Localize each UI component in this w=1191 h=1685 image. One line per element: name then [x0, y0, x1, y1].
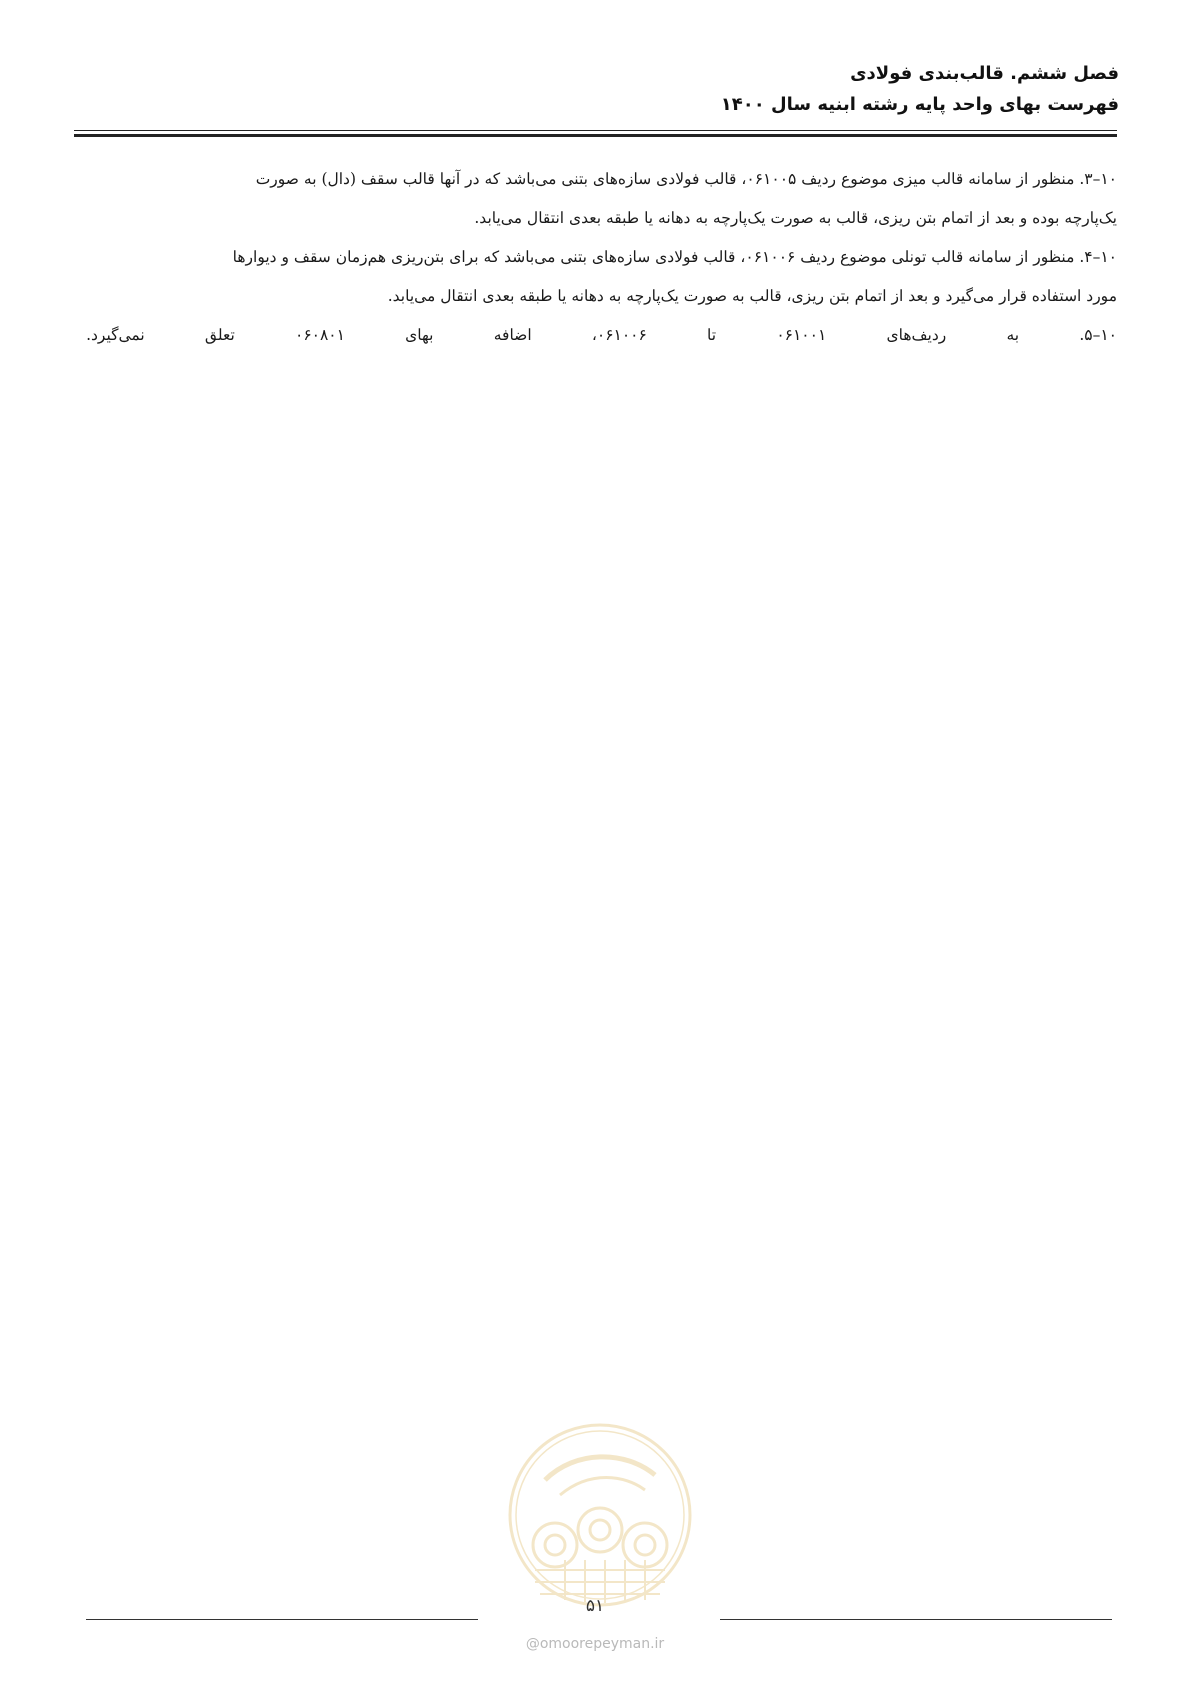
footer-rule-left [86, 1619, 478, 1620]
paragraph-line: ۱۰–۳. منظور از سامانه قالب میزی موضوع ردیف ۰۶۱۰۰۵، قالب فولادی سازه‌های بتنی می‌باشد که در آنها قالب سقف (دال) به صورت [255, 170, 1117, 188]
paragraph-line: یک‌پارچه بوده و بعد از اتمام بتن ریزی، قالب به صورت یک‌پارچه به دهانه یا طبقه بعدی انتقال می‌یابد. [474, 209, 1117, 227]
header-rule-thin [74, 130, 1117, 131]
website-link[interactable]: @omoorepeyman.ir [525, 1636, 665, 1652]
page-header [72, 58, 1119, 120]
page-number: ۵۱ [585, 1596, 605, 1616]
book-title: فهرست بهای واحد پایه رشته ابنیه سال ۱۴۰۰ [720, 94, 1119, 115]
paragraph-word: تا [707, 326, 717, 344]
paragraph-word: ردیف‌های [886, 326, 947, 344]
paragraph-10-4 [86, 238, 1117, 316]
paragraph-word: به [1006, 326, 1020, 344]
paragraph-word: ۱۰–۵. [1079, 326, 1117, 344]
paragraph-word: ۰۶۰۸۰۱ [295, 326, 345, 344]
paragraph-word: نمی‌گیرد. [86, 326, 145, 344]
paragraph-word: تعلق [204, 326, 235, 344]
paragraph-word: بهای [405, 326, 434, 344]
footer-rule-right [720, 1619, 1112, 1620]
paragraph-10-3 [86, 160, 1117, 238]
paragraph-line: مورد استفاده قرار می‌گیرد و بعد از اتمام بتن ریزی، قالب به صورت یک‌پارچه به دهانه یا طبقه بعدی انتقال می‌یابد. [387, 287, 1117, 305]
omoorepeyman-logo-icon [505, 1420, 695, 1610]
paragraph-line: ۱۰–۴. منظور از سامانه قالب تونلی موضوع ردیف ۰۶۱۰۰۶، قالب فولادی سازه‌های بتنی می‌باشد که برای بتن‌ریزی هم‌زمان سقف و دیوارها [232, 248, 1117, 266]
chapter-title: فصل ششم. قالب‌بندی فولادی [850, 63, 1119, 84]
paragraph-word: ۰۶۱۰۰۶، [591, 326, 647, 344]
body-text [86, 160, 1117, 355]
header-rule-thick [74, 134, 1117, 137]
paragraph-word: اضافه [493, 326, 532, 344]
paragraph-word: ۰۶۱۰۰۱ [776, 326, 827, 344]
paragraph-10-5 [86, 316, 1117, 355]
